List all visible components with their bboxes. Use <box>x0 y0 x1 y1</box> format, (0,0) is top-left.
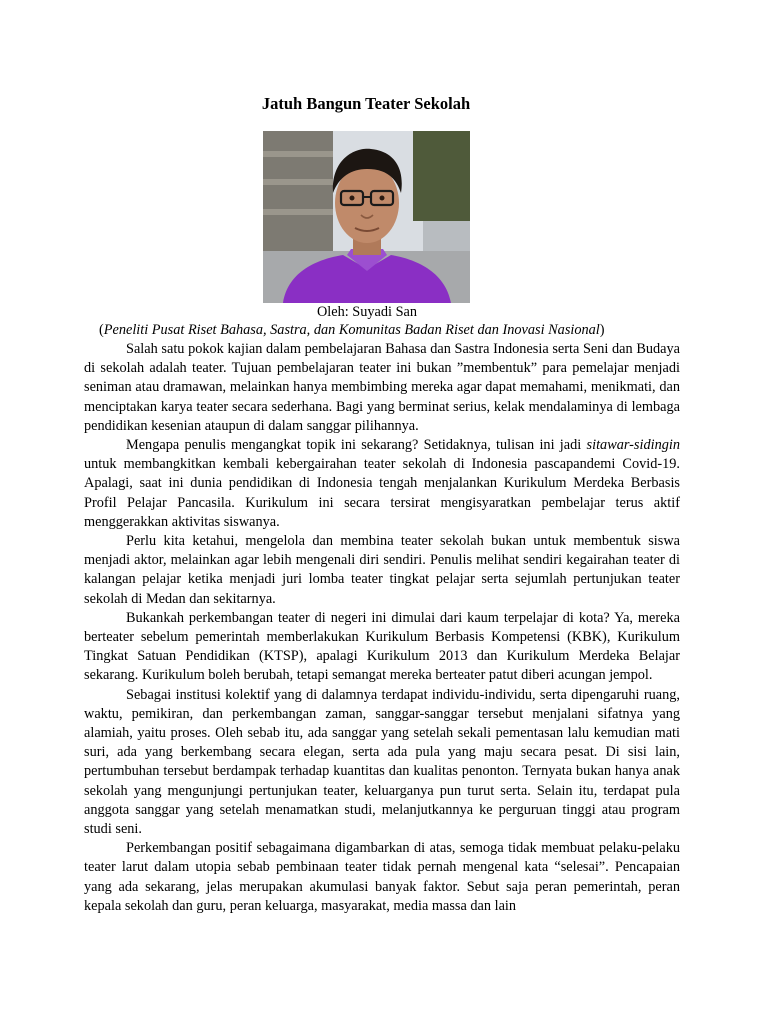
paragraph-italic-term: sitawar-sidingin <box>586 437 680 454</box>
author-affiliation <box>99 321 699 339</box>
paragraph: Sebagai institusi kolektif yang di dalamnya terdapat individu-individu, serta dipengaruhi ruang, waktu, pemikiran, dan perkembangan zaman, sanggar-sanggar tersebut menjalani sifatnya yang alamiah, yaitu proses. Oleh sebab itu, ada sanggar yang setelah sekali pementasan lalu kemudian mati suri, ada yang berkembang secara elegan, serta ada pula yang maju secara pesat. Di sisi lain, pertumbuhan tersebut berdampak terhadap kuantitas dan kualitas penonton. Ternyata bukan hanya anak sekolah yang mengunjungi pertunjukan teater, keluarganya pun turut serta. Selain itu, terdapat pula anggota sanggar yang setelah menamatkan studi, melanjutkannya ke perguruan tinggi atau program studi seni. <box>84 686 680 838</box>
paragraph: Perkembangan positif sebagaimana digambarkan di atas, semoga tidak membuat pelaku-pelaku teater larut dalam utopia sebab pembinaan teater tidak pernah mengenal kata “selesai”. Pencapaian yang ada sekarang, jelas merupakan akumulasi banyak faktor. Sebut saja peran pemerintah, peran kepala sekolah dan guru, peran keluarga, masyarakat, media massa dan lain <box>84 840 680 914</box>
paragraph-text: Mengapa penulis mengangkat topik ini sekarang? Setidaknya, tulisan ini jadi <box>126 437 587 454</box>
article-body <box>84 340 680 916</box>
paragraph-text: untuk membangkitkan kembali kebergairahan teater sekolah di Indonesia pascapandemi Covid-19. Apalagi, saat ini dunia pendidikan di Indonesia tengah menjalankan Kurikulum Merdeka Berbasis Profil Pelajar Pancasila. Kurikulum ini secara tersirat mengisyaratkan pembelajar terus aktif menggerakkan aktivitas siswanya. <box>84 456 680 530</box>
affiliation-text: Peneliti Pusat Riset Bahasa, Sastra, dan Komunitas Badan Riset dan Inovasi Nasional <box>103 322 600 338</box>
author-portrait-icon <box>263 131 470 303</box>
paragraph: Salah satu pokok kajian dalam pembelajaran Bahasa dan Sastra Indonesia serta Seni dan Budaya di sekolah adalah teater. Tujuan pembelajaran teater ini bukan ”membentuk” para pemelajar menjadi seniman atau dramawan, melainkan hanya membimbing mereka agar dapat memahami, menikmati, dan menciptakan karya teater secara sederhana. Bagi yang berminat serius, kelak mendalaminya di lembaga pendidikan kesenian ataupun di dalam sanggar pilihannya. <box>84 341 680 434</box>
affiliation-open-paren: ( <box>99 322 104 338</box>
affiliation-close-paren: ) <box>599 322 605 338</box>
article-title: Jatuh Bangun Teater Sekolah <box>261 94 471 113</box>
author-byline: Oleh: Suyadi San <box>316 304 418 320</box>
paragraph: Bukankah perkembangan teater di negeri ini dimulai dari kaum terpelajar di kota? Ya, mereka berteater sebelum pemerintah memberlakukan Kurikulum Berbasis Kompetensi (KBK), Kurikulum Tingkat Satuan Pendidikan (KTSP), apalagi Kurikulum 2013 dan Kurikulum Merdeka Belajar sekarang. Kurikulum boleh berubah, tetapi semangat mereka berteater patut diberi acungan jempol. <box>84 609 680 684</box>
paragraph <box>84 436 680 532</box>
paragraph: Perlu kita ketahui, mengelola dan membina teater sekolah bukan untuk membentuk siswa menjadi aktor, melainkan agar lebih mengenali diri sendiri. Penulis melihat sendiri kegairahan teater di kalangan pelajar ketika menjadi juri lomba teater tingkat pelajar serta sejumlah pertunjukan teater sekolah di Medan dan sekitarnya. <box>84 533 680 607</box>
author-photo <box>263 131 470 303</box>
